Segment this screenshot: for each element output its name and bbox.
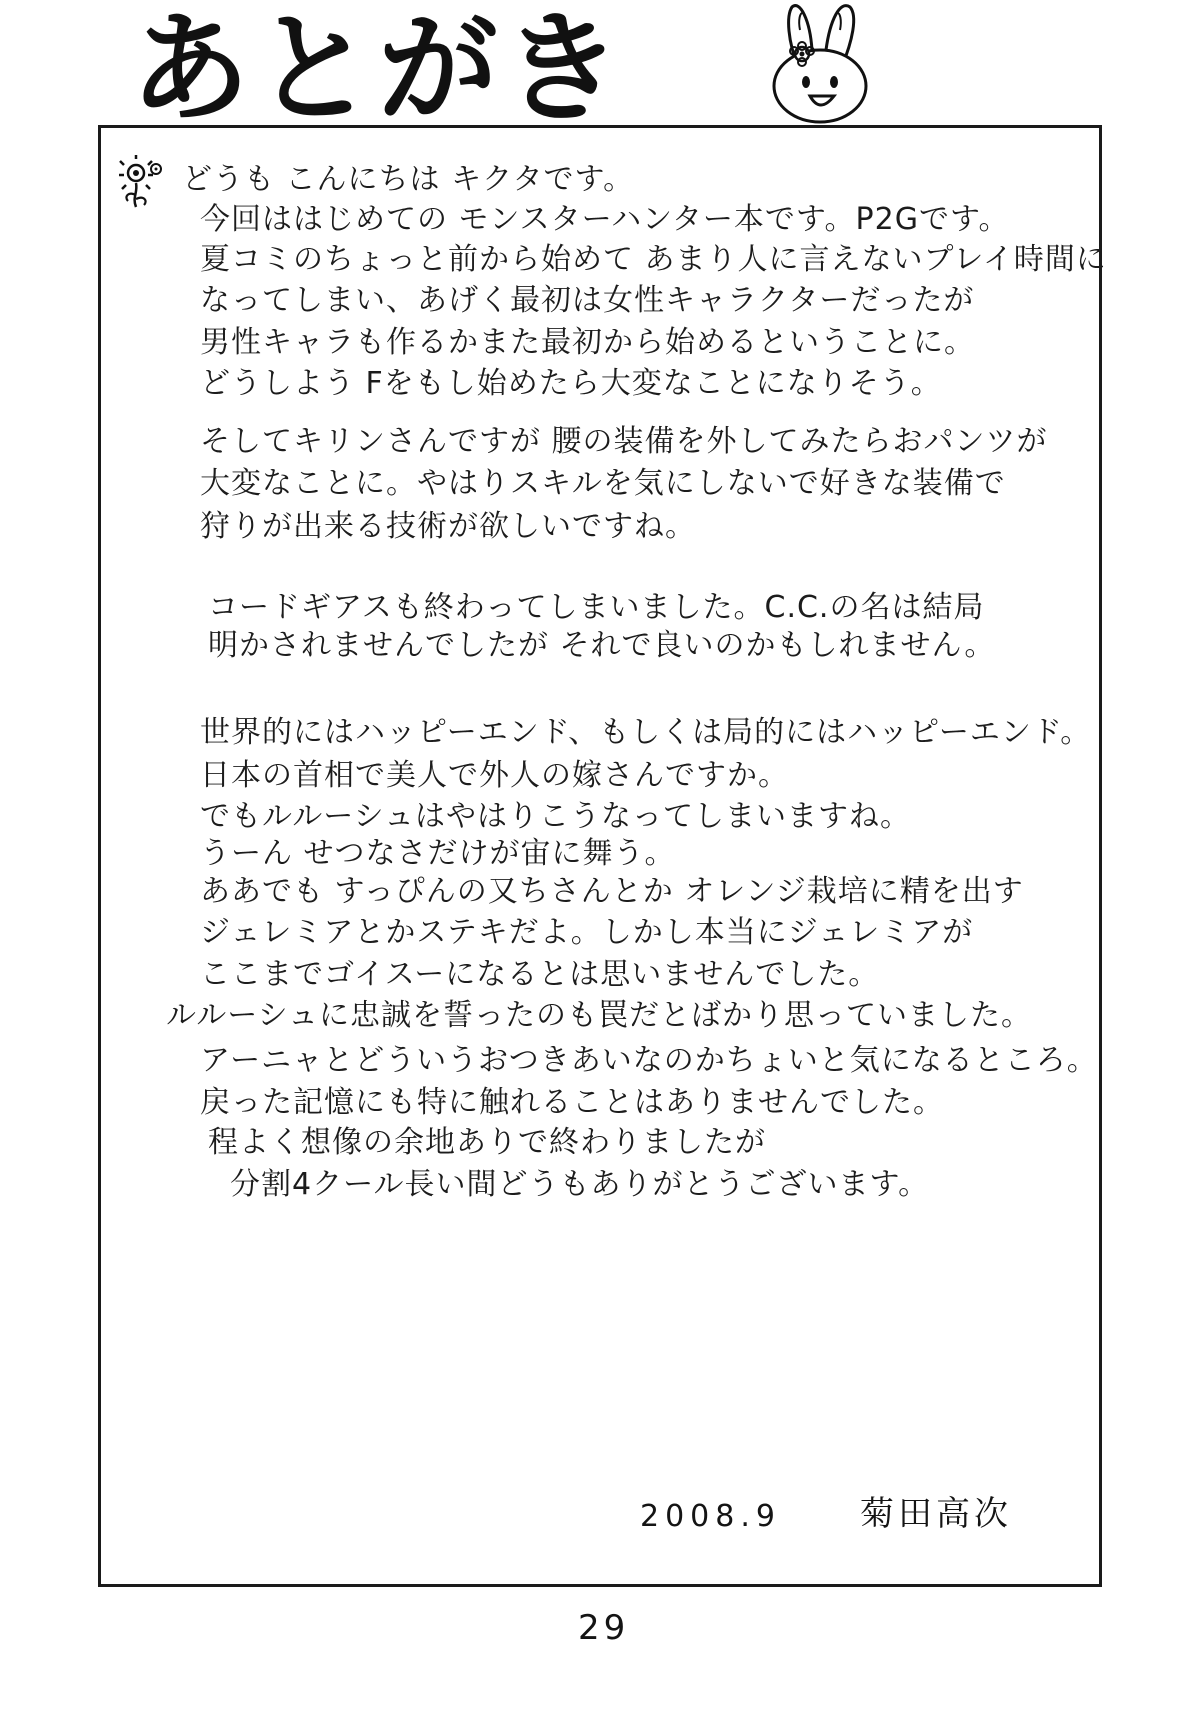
flower-doodle-icon (118, 153, 168, 213)
text-line: どうしよう Fをもし始めたら大変なことになりそう。 (200, 366, 942, 401)
text-line: 程よく想像の余地ありで終わりましたが (208, 1125, 766, 1160)
text-line: 日本の首相で美人で外人の嫁さんですか。 (200, 758, 789, 793)
text-line: うーん せつなさだけが宙に舞う。 (200, 836, 676, 871)
text-line: ルルーシュに忠誠を誓ったのも罠だとばかり思っていました。 (166, 998, 1033, 1033)
text-line: ああでも すっぴんの又ちさんとか オレンジ栽培に精を出す (200, 874, 1024, 909)
text-line: どうも こんにちは キクタです。 (182, 162, 635, 197)
text-line: 分割4クール長い間どうもありがとうございます。 (230, 1167, 930, 1202)
text-line: 夏コミのちょっと前から始めて あまり人に言えないプレイ時間に (200, 242, 1107, 277)
text-line: 男性キャラも作るかまた最初から始めるということに。 (200, 325, 975, 360)
text-line: なってしまい、あげく最初は女性キャラクターだったが (200, 283, 975, 318)
text-line: コードギアスも終わってしまいました。C.C.の名は結局 (208, 590, 985, 625)
text-line: 世界的にはハッピーエンド、もしくは局的にはハッピーエンド。 (200, 715, 1092, 750)
text-line: 戻った記憶にも特に触れることはありませんでした。 (200, 1085, 944, 1120)
text-line: ジェレミアとかステキだよ。しかし本当にジェレミアが (200, 915, 974, 950)
text-line: ここまでゴイスーになるとは思いませんでした。 (200, 957, 880, 992)
text-line: 大変なことに。やはりスキルを気にしないで好きな装備で (200, 466, 1006, 501)
text-line: 今回ははじめての モンスターハンター本です。P2Gです。 (200, 202, 1010, 237)
text-line: 明かされませんでしたが それで良いのかもしれません。 (208, 628, 996, 663)
bunny-mascot-icon (760, 2, 880, 124)
page-number: 29 (578, 1608, 630, 1648)
author-signature: 菊田高次 (860, 1494, 1012, 1534)
page-title: あとがき (130, 0, 626, 139)
text-line: アーニャとどういうおつきあいなのかちょいと気になるところ。 (200, 1043, 1098, 1078)
date: 2008.9 (640, 1499, 781, 1534)
text-line: でもルルーシュはやはりこうなってしまいますね。 (200, 799, 912, 834)
text-line: そしてキリンさんですが 腰の装備を外してみたらおパンツが (200, 424, 1048, 459)
text-line: 狩りが出来る技術が欲しいですね。 (200, 509, 696, 544)
